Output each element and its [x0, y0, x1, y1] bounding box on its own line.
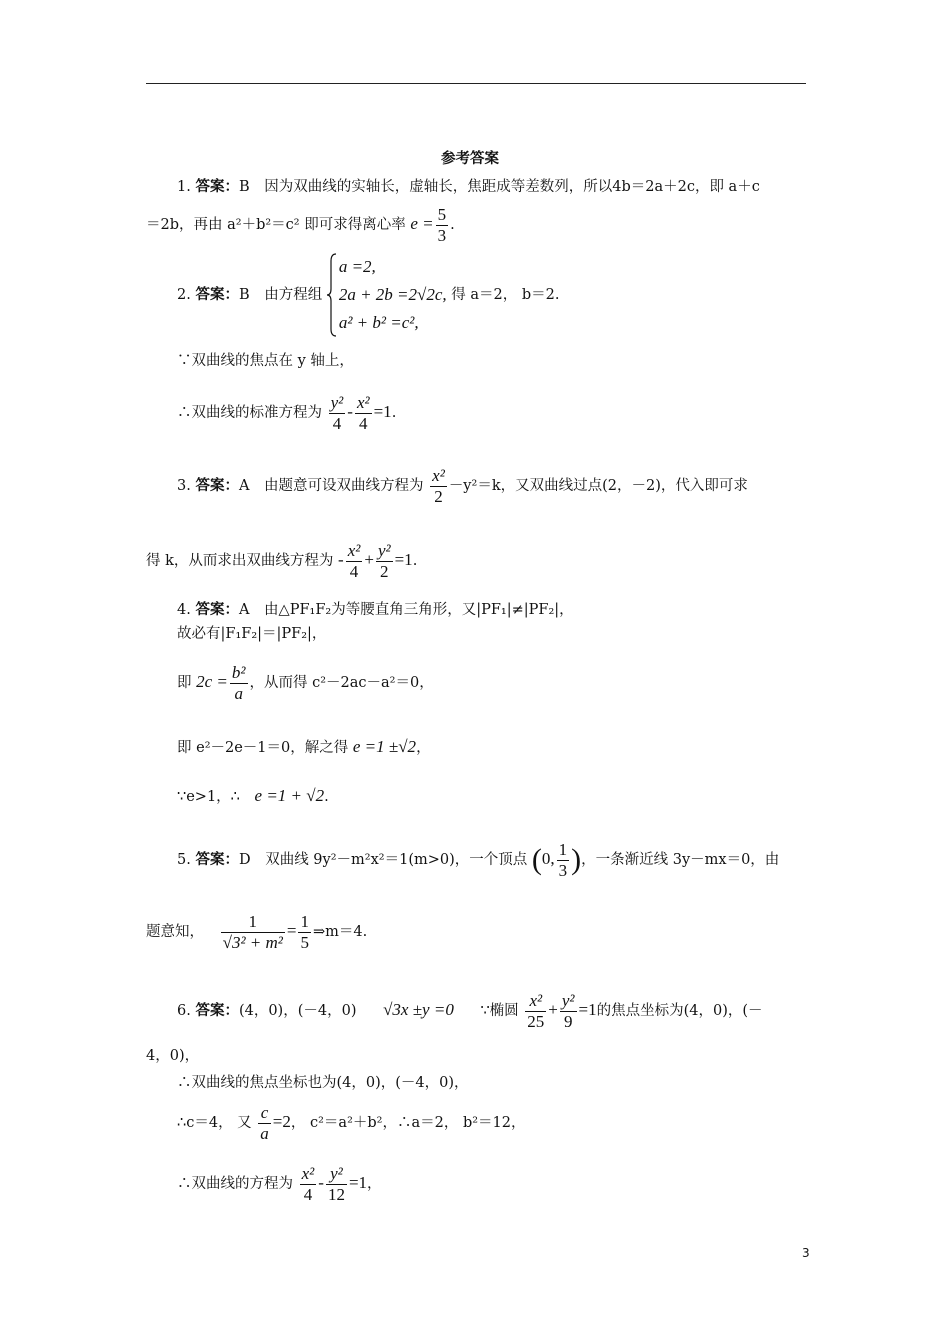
operator: -	[338, 550, 344, 569]
system-row-1: a =2,	[338, 257, 376, 276]
answer-number: 5.	[177, 852, 191, 868]
vertex-left: 0,	[541, 849, 555, 868]
fraction-numerator: 1	[300, 911, 309, 931]
fraction-denominator: 5	[300, 932, 309, 952]
fraction-denominator: √3² + m²	[222, 932, 283, 952]
answer-text: 得 k，从而求出双曲线方程为	[146, 553, 334, 569]
answer-text: ＝2b，再由 a²＋b²＝c² 即可求得离心率	[146, 217, 406, 233]
answer-5-line-2	[146, 905, 367, 958]
fraction	[221, 912, 285, 953]
fraction	[329, 393, 346, 434]
fraction	[376, 541, 393, 582]
fraction-numerator: x²	[525, 991, 546, 1012]
operator: -	[347, 402, 353, 421]
answer-text: 因为双曲线的实轴长，虚轴长，焦距成等差数列，所以4b＝2a＋2c，即 a＋c	[264, 179, 760, 195]
fraction-denominator: 4	[332, 413, 342, 433]
fraction	[258, 1103, 271, 1144]
fraction	[300, 1164, 317, 1205]
answer-number: 3.	[177, 478, 191, 494]
equation-system	[327, 253, 447, 337]
answer-6-line-4	[177, 1096, 526, 1149]
tail: .	[412, 553, 418, 569]
fraction-numerator: b²	[231, 662, 246, 682]
answer-3-line-2	[146, 534, 417, 587]
answer-choice: B	[238, 179, 250, 195]
eccentricity-lhs: e =	[410, 214, 434, 233]
fraction-denominator: a	[260, 1123, 269, 1143]
answer-5-line-1	[177, 833, 779, 886]
page-title: 参考答案	[441, 151, 499, 167]
system-row-2: 2a + 2b =2√2c,	[338, 285, 447, 304]
fraction-numerator: y²	[561, 990, 575, 1010]
answer-text: ， c²＝a²＋b²，∴a＝2， b²＝12，	[290, 1115, 526, 1131]
answer-text: ∵椭圆	[480, 1003, 519, 1019]
answer-2-line-1	[177, 253, 559, 337]
fraction-denominator: 3	[558, 860, 568, 880]
answer-text: ，从而得 c²－2ac－a²＝0，	[249, 675, 434, 691]
answer-text: 的焦点坐标为(4，0)，(－	[596, 1003, 763, 1019]
fraction	[355, 393, 372, 434]
tail: .	[324, 789, 329, 805]
fraction-numerator: c	[258, 1103, 271, 1124]
system-row-3: a² + b² =c²,	[338, 313, 419, 332]
fraction-numerator: x²	[356, 392, 370, 412]
answer-label: 答案：	[195, 1003, 239, 1019]
tail: ，	[416, 740, 431, 756]
fraction-numerator: x²	[347, 540, 361, 560]
answer-number: 2.	[177, 287, 191, 303]
tail: .	[450, 217, 455, 233]
fraction	[326, 1164, 347, 1205]
answer-3-line-1	[177, 460, 748, 512]
equation-rhs: =1	[348, 1173, 368, 1192]
fraction-numerator: 1	[558, 839, 568, 859]
answer-number: 1.	[177, 179, 191, 195]
fraction	[525, 991, 546, 1032]
fraction	[346, 541, 363, 582]
answer-6-line-1	[177, 984, 763, 1037]
answer-choice: D	[238, 852, 251, 868]
answer-text: ∵e>1，∴	[177, 789, 240, 805]
fraction-denominator: 2	[380, 561, 389, 581]
fraction-denominator: 2	[434, 486, 443, 506]
fraction	[230, 663, 248, 704]
answer-6-line-5	[177, 1157, 382, 1210]
fraction-denominator: 4	[349, 561, 359, 581]
equation-lhs: 2c =	[196, 672, 228, 691]
answer-4-line-4	[177, 732, 431, 763]
answer-label: 答案：	[195, 852, 239, 868]
operator: =	[286, 921, 297, 940]
right-paren: )	[571, 843, 582, 876]
answer-label: 答案：	[195, 179, 239, 195]
fraction	[560, 991, 577, 1032]
answer-6-line-2: 4，0)，	[146, 1048, 200, 1064]
solution-equation: e =1 + √2	[254, 786, 325, 805]
answer-2-line-3	[177, 386, 396, 439]
answer-text: 双曲线 9y²－m²x²＝1(m>0)，一个顶点	[265, 852, 528, 868]
fraction	[557, 840, 570, 881]
answer-text: 即 e²－2e－1＝0，解之得	[177, 740, 349, 756]
answer-text: 题意知，	[146, 924, 204, 940]
answer-text: 得 a＝2， b＝2.	[451, 287, 560, 303]
operator: +	[548, 1000, 558, 1019]
answer-text: ∴c＝4， 又	[177, 1115, 252, 1131]
answer-4-line-1	[177, 599, 574, 621]
answer-label: 答案：	[195, 478, 239, 494]
answer-4-line-3	[177, 656, 434, 709]
answer-choice: (4，0)，(－4，0)	[238, 1003, 357, 1019]
fraction-denominator: 9	[563, 1011, 573, 1031]
fraction-numerator: y²	[326, 1164, 347, 1185]
answer-text: ∴双曲线的方程为	[177, 1176, 293, 1192]
answer-text: －y²＝k，又双曲线过点(2，－2)，代入即可求	[448, 478, 748, 494]
answer-6-line-3: ∴双曲线的焦点坐标也为(4，0)，(－4，0)，	[177, 1075, 469, 1091]
asymptote-equation: √3x ±y =0	[383, 1000, 454, 1019]
answer-4-line-2: 故必有|F₁F₂|＝|PF₂|，	[177, 626, 327, 642]
left-brace-icon	[327, 253, 337, 337]
tail: .	[391, 405, 397, 421]
equation-rhs: =1	[578, 1000, 597, 1019]
answer-text: ，一条渐近线 3y－mx＝0，由	[581, 852, 780, 868]
answer-choice: A	[238, 602, 250, 618]
fraction-denominator: 25	[527, 1011, 545, 1031]
fraction-denominator: 4	[359, 413, 368, 433]
fraction-numerator: y²	[377, 540, 391, 560]
left-paren: (	[531, 843, 542, 876]
answer-choice: B	[238, 287, 250, 303]
answer-number: 4.	[177, 602, 191, 618]
operator: +	[364, 550, 374, 569]
answer-text: 由方程组	[264, 287, 323, 303]
fraction-denominator: a	[234, 683, 243, 703]
header-rule	[146, 83, 806, 84]
solution-equation: e =1 ±√2	[352, 737, 417, 756]
equation-rhs: =1	[394, 550, 413, 569]
answer-text: 即	[177, 675, 192, 691]
fraction-denominator: 3	[437, 225, 447, 245]
page-number: 3	[802, 1246, 810, 1260]
equation-rhs: =1	[373, 402, 392, 421]
fraction-denominator: 4	[303, 1184, 313, 1204]
operator: -	[318, 1173, 324, 1192]
answer-2-line-2: ∵双曲线的焦点在 y 轴上，	[177, 353, 354, 369]
fraction	[430, 466, 447, 507]
answer-label: 答案：	[195, 602, 239, 618]
tail: ，	[367, 1176, 382, 1192]
fraction-numerator: 1	[221, 912, 285, 933]
answer-label: 答案：	[195, 287, 239, 303]
fraction	[436, 205, 449, 246]
answer-number: 6.	[177, 1003, 191, 1019]
answer-choice: A	[238, 478, 250, 494]
fraction-numerator: x²	[301, 1163, 315, 1183]
fraction-numerator: y²	[330, 392, 344, 412]
answer-text: ∴双曲线的标准方程为	[177, 405, 322, 421]
fraction-denominator: 12	[327, 1184, 345, 1204]
fraction-numerator: 5	[437, 204, 447, 224]
answer-text: ⇒m＝4.	[312, 924, 368, 940]
fraction	[298, 912, 311, 953]
answer-4-line-5	[177, 781, 329, 812]
answer-1-line-1	[177, 176, 760, 198]
answer-text: 由△PF₁F₂为等腰直角三角形，又|PF₁|≠|PF₂|，	[264, 602, 574, 618]
equation-rhs: =2	[272, 1112, 291, 1131]
answer-1-line-2	[146, 200, 455, 249]
fraction-numerator: x²	[432, 465, 445, 485]
answer-text: 由题意可设双曲线方程为	[264, 478, 424, 494]
